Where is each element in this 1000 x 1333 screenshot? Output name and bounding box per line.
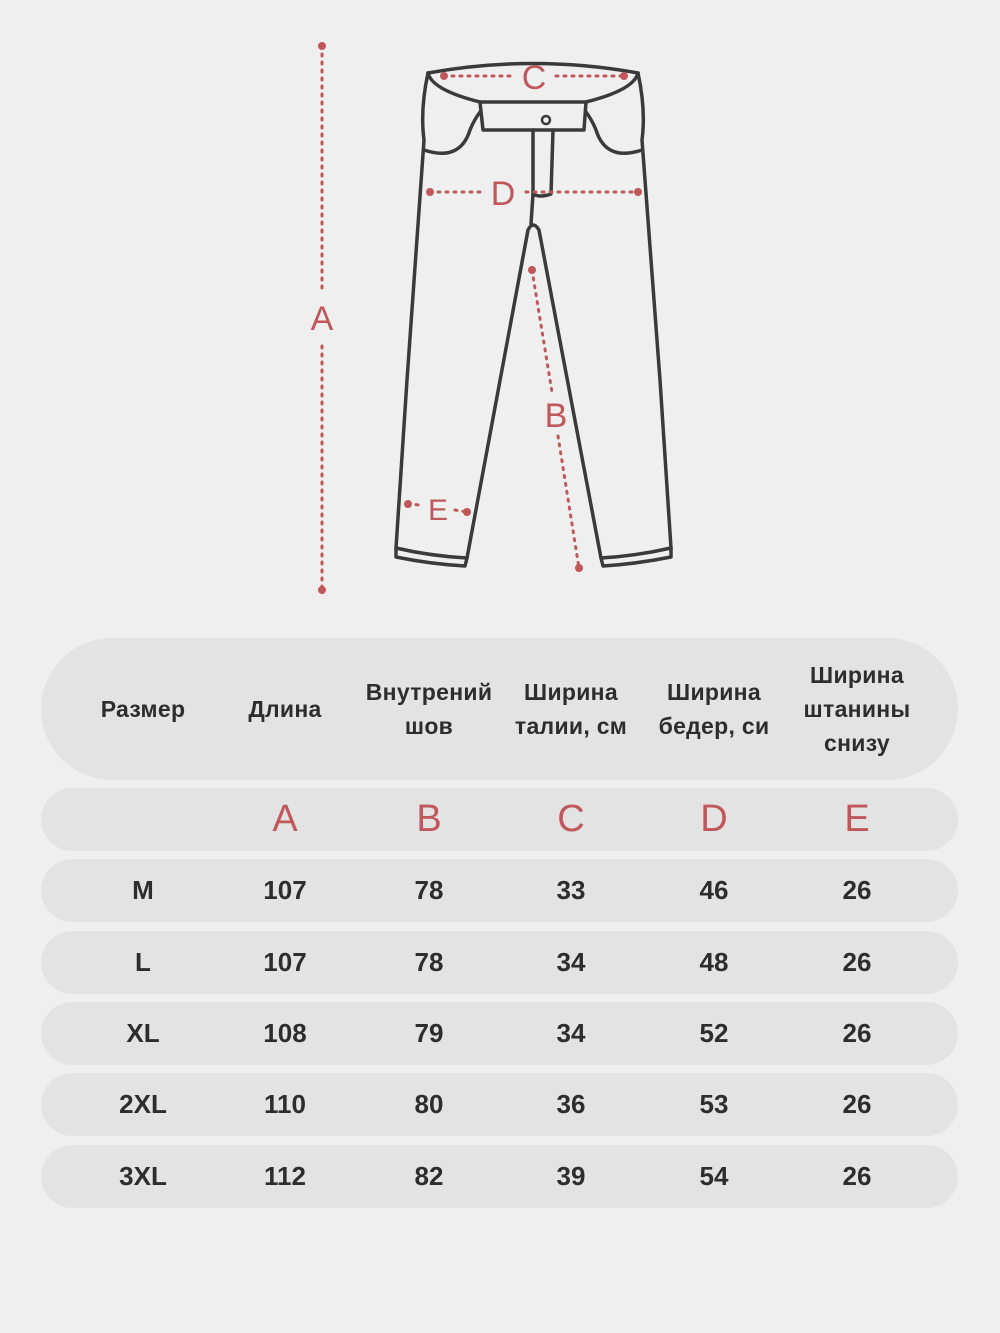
table-cell: XL	[126, 1018, 160, 1048]
header-leg-opening: Ширина штанины снизу	[803, 662, 911, 756]
letter-cell: B	[416, 798, 442, 840]
letter-cell: A	[272, 798, 298, 840]
table-cell: 107	[263, 947, 307, 977]
header-length: Длина	[248, 696, 322, 722]
table-row	[41, 931, 958, 994]
label-a: A	[310, 300, 334, 338]
table-cell: 53	[699, 1089, 729, 1119]
table-cell: 36	[556, 1089, 586, 1119]
table-cell: 33	[556, 875, 586, 905]
button-icon	[542, 116, 550, 124]
table-cell: 80	[414, 1089, 444, 1119]
header-size: Размер	[100, 696, 186, 722]
table-cell: 78	[414, 947, 444, 977]
table-row	[41, 859, 958, 922]
table-cell: 3XL	[119, 1161, 167, 1191]
header-inseam: Внутрений шов	[365, 679, 493, 739]
label-b: B	[544, 397, 568, 435]
header-waist: Ширина талии, см	[514, 679, 628, 739]
measure-e	[404, 494, 471, 527]
table-row	[41, 1145, 958, 1208]
size-table-header	[41, 638, 958, 780]
table-cell: 2XL	[119, 1089, 167, 1119]
table-row	[41, 1073, 958, 1136]
label-e: E	[427, 494, 449, 527]
table-cell: 48	[699, 947, 729, 977]
measure-c	[440, 59, 628, 97]
table-cell: 112	[264, 1161, 306, 1191]
measure-letters-row	[41, 788, 958, 851]
table-cell: 78	[414, 875, 444, 905]
table-cell: 34	[556, 1018, 586, 1048]
table-cell: 110	[264, 1089, 306, 1119]
header-hips: Ширина бедер, си	[658, 679, 770, 739]
table-cell: 26	[842, 1089, 872, 1119]
table-cell: 46	[699, 875, 729, 905]
table-cell: 108	[263, 1018, 307, 1048]
table-cell: 79	[414, 1018, 444, 1048]
table-cell: 26	[842, 1018, 872, 1048]
table-cell: 54	[699, 1161, 729, 1191]
table-cell: 82	[414, 1161, 444, 1191]
table-cell: 26	[842, 1161, 872, 1191]
measure-a	[311, 42, 530, 594]
table-row	[41, 1002, 958, 1065]
letter-cell: D	[700, 798, 728, 840]
table-cell: 39	[556, 1161, 586, 1191]
table-cell: 34	[556, 947, 586, 977]
table-cell: 52	[699, 1018, 729, 1048]
letter-cell: E	[844, 798, 870, 840]
label-d: D	[490, 175, 516, 213]
table-cell: L	[135, 947, 151, 977]
table-cell: M	[132, 875, 154, 905]
pants-measurement-diagram	[0, 0, 1000, 620]
pants-outline	[396, 64, 671, 567]
label-c: C	[521, 59, 547, 97]
table-cell: 26	[842, 947, 872, 977]
table-cell: 26	[842, 875, 872, 905]
table-cell: 107	[263, 875, 307, 905]
letter-cell: C	[557, 798, 585, 840]
